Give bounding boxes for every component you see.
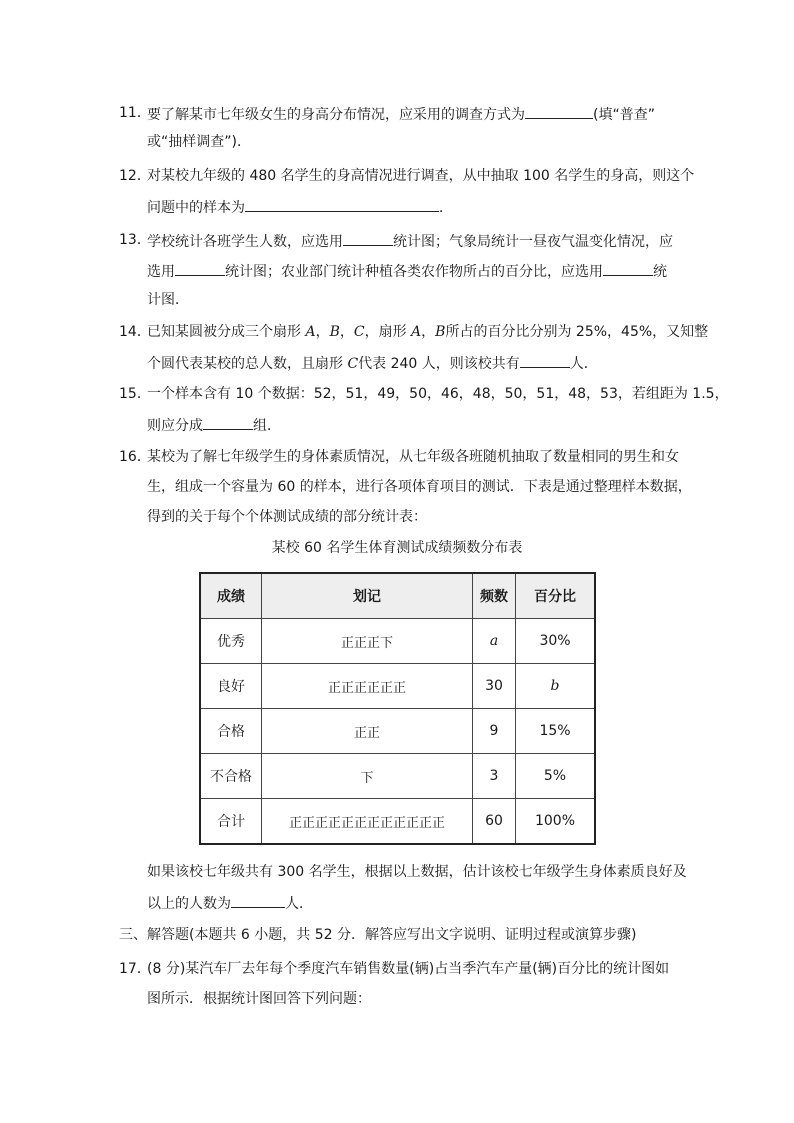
q12-number: 12． [119,168,151,184]
header-tally: 划记 [262,573,473,619]
comma: ， [421,324,436,340]
q12-text-2: 问题中的样本为 [147,200,245,216]
cell-grade: 合计 [200,799,262,845]
q16-after-text: 如果该校七年级共有 300 名学生，根据以上数据，估计该校七年级学生身体素质良好及 [147,864,687,880]
q14-text-c: 所占的百分比分别为 25%，45%，又知整 [445,324,709,340]
cell-frequency: a [473,619,516,664]
cell-tally: 正正正下 [262,619,473,664]
table-row [200,664,595,709]
table-caption: 某校 60 名学生体育测试成绩频数分布表 [271,540,523,556]
cell-frequency: 30 [473,664,516,709]
header-grade: 成绩 [200,573,262,619]
q14-text-2c: 人． [569,356,598,372]
q12-answer-blank[interactable] [245,196,439,212]
q13-answer-blank-1[interactable] [343,230,393,246]
q14-text-b: ，扇形 [364,324,412,340]
q16-text: 某校为了解七年级学生的身体素质情况，从七年级各班随机抽取了数量相同的男生和女 [147,449,679,465]
q13-text-2c: 统 [653,264,667,280]
comma: ， [339,324,354,340]
table-row [200,754,595,799]
cell-grade: 合格 [200,709,262,754]
table-row [200,799,595,845]
q13-answer-blank-2[interactable] [175,260,225,276]
var-c: C [353,324,365,340]
q16-answer-blank[interactable] [231,892,285,908]
q15-number: 15． [119,386,151,402]
var-b: B [435,324,446,340]
q11-number: 11． [119,105,151,121]
q13-text-b: 统计图；气象局统计一昼夜气温变化情况，应 [393,234,673,250]
q16-number: 16． [119,449,151,465]
cell-grade: 不合格 [200,754,262,799]
q11-text: 要了解某市七年级女生的身高分布情况，应采用的调查方式为 [147,107,525,123]
cell-frequency: 9 [473,709,516,754]
q11-text-2: 或“抽样调查”)． [147,134,251,150]
q15-text-2: 则应分成 [147,418,203,434]
var-b: B [329,324,340,340]
cell-percent: 100% [516,799,596,845]
comma: ， [315,324,330,340]
q17-number: 17． [119,961,151,977]
q13-text-3: 计图． [147,292,189,308]
cell-grade: 优秀 [200,619,262,664]
q13-text-2b: 统计图；农业部门统计种植各类农作物所占的百分比，应选用 [225,264,603,280]
table-row [200,619,595,664]
q13-answer-blank-3[interactable] [603,260,653,276]
cell-percent: 5% [516,754,596,799]
section-3-text: 三、解答题(本题共 6 小题，共 52 分．解答应写出文字说明、证明过程或演算步骤) [119,927,637,943]
q12-period: ． [439,200,453,216]
q15-text-2b: 组． [253,418,281,434]
q14-text-2: 个圆代表某校的总人数，且扇形 [147,356,348,372]
cell-frequency: 3 [473,754,516,799]
q14-answer-blank[interactable] [520,352,570,368]
q12-text: 对某校九年级的 480 名学生的身高情况进行调查，从中抽取 100 名学生的身高，则这个 [147,168,695,184]
q14-text: 已知某圆被分成三个扇形 [147,324,306,340]
q13-number: 13． [119,232,151,248]
table-header-row [200,573,595,619]
frequency-table [199,572,596,845]
q15-text: 一个样本含有 10 个数据：52，51，49，50，46，48，50，51，48，53，若组距为 1.5， [147,386,729,402]
cell-frequency: 60 [473,799,516,845]
q13-text-2a: 选用 [147,264,175,280]
q17-text: (8 分)某汽车厂去年每个季度汽车销售数量(辆)占当季汽车产量(辆)百分比的统计图如 [147,961,670,977]
q14-number: 14． [119,324,151,340]
q15-answer-blank[interactable] [203,414,253,430]
cell-grade: 良好 [200,664,262,709]
q13-text: 学校统计各班学生人数，应选用 [147,234,343,250]
var-a: A [305,324,316,340]
q14-text-2b: 代表 240 人，则该校共有 [358,356,520,372]
q16-after-text-2b: 人． [285,896,313,912]
q11-answer-blank[interactable] [525,103,593,119]
q16-after-text-2: 以上的人数为 [147,896,231,912]
cell-percent: 30% [516,619,596,664]
var-c: C [347,356,359,372]
cell-percent: 15% [516,709,596,754]
q17-text-2: 图所示．根据统计图回答下列问题： [147,991,371,1007]
cell-tally: 正正 [262,709,473,754]
q16-text-2: 生，组成一个容量为 60 的样本，进行各项体育项目的测试．下表是通过整理样本数据， [147,479,692,495]
header-percent: 百分比 [516,573,596,619]
table-row [200,709,595,754]
cell-tally: 正正正正正正 [262,664,473,709]
q16-text-3: 得到的关于每个个体测试成绩的部分统计表： [147,509,427,525]
q11-hint: (填“普查” [593,107,655,123]
cell-tally: 正正正正正正正正正正正正 [262,799,473,845]
var-a: A [411,324,422,340]
header-frequency: 频数 [473,573,516,619]
cell-percent: b [516,664,596,709]
cell-tally: 下 [262,754,473,799]
